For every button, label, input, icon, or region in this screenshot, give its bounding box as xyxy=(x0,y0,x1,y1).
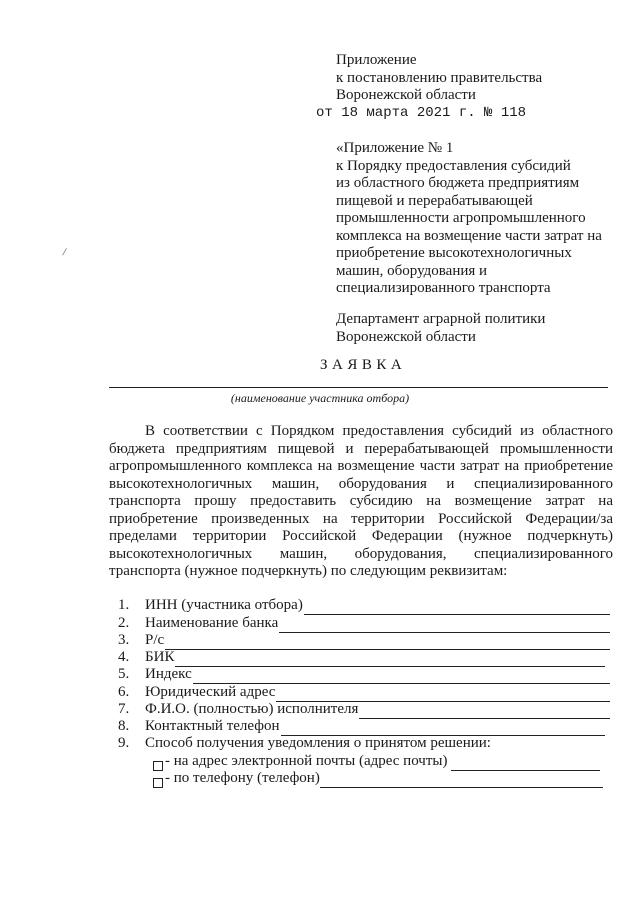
field-number: 3. xyxy=(118,632,130,648)
notify-email-option[interactable] xyxy=(153,753,600,771)
appendix-line: из областного бюджета предприятиям xyxy=(336,175,580,191)
appendix-line: комплекса на возмещение части затрат на xyxy=(336,227,602,244)
bank-name-field[interactable] xyxy=(118,615,610,633)
department-name: Департамент аграрной политики xyxy=(336,311,546,327)
appendix-line: приобретение высокотехнологичных xyxy=(336,245,572,261)
header-appendix-label: Приложение xyxy=(336,52,417,68)
phone-checkbox[interactable] xyxy=(153,778,163,788)
field-label: ИНН (участника отбора) xyxy=(145,597,303,613)
option-label: - на адрес электронной почты (адрес почты) xyxy=(165,753,448,769)
header-region-line: Воронежской области xyxy=(336,87,476,103)
paragraph-line: В соответствии с Порядком предоставления субсидий из областного xyxy=(145,423,613,439)
field-number: 9. xyxy=(118,735,130,751)
appendix-line: промышленности агропромышленного xyxy=(336,210,586,226)
participant-name-line[interactable] xyxy=(109,387,608,388)
appendix-line: машин, оборудования и xyxy=(336,262,488,279)
department-block xyxy=(336,311,545,346)
appendix-line: пищевой и перерабатывающей xyxy=(336,192,533,209)
field-number: 5. xyxy=(118,666,130,682)
field-label: Ф.И.О. (полностью) исполнителя xyxy=(145,701,359,717)
field-label: Индекс xyxy=(145,666,192,682)
contact-phone-field[interactable] xyxy=(118,718,605,736)
paragraph-line: бюджета предприятиям пищевой и перерабатывающей промышленности xyxy=(109,440,613,457)
field-label: Юридический адрес xyxy=(145,684,276,700)
paragraph-line: агропромышленного комплекса на возмещение части затрат на приобретение xyxy=(109,458,613,474)
executor-name-input-line[interactable] xyxy=(359,704,610,719)
field-label: Наименование банка xyxy=(145,615,279,631)
paragraph-line: высокотехнологичных машин, оборудования, специализированного xyxy=(109,545,613,562)
field-number: 8. xyxy=(118,718,130,734)
application-text xyxy=(109,423,613,581)
notification-method-field xyxy=(118,735,610,753)
resolution-header xyxy=(336,52,542,105)
account-input-line[interactable] xyxy=(165,635,610,650)
postal-index-input-line[interactable] xyxy=(193,669,610,684)
scan-mark xyxy=(62,248,68,256)
field-label: Способ получения уведомления о принятом решении: xyxy=(145,735,491,751)
appendix-line: к Порядку предоставления субсидий xyxy=(336,157,571,174)
header-resolution-line: к постановлению правительства xyxy=(336,69,543,86)
account-field[interactable] xyxy=(118,632,610,650)
field-label: БИК xyxy=(145,649,175,665)
bank-name-input-line[interactable] xyxy=(279,618,610,633)
notify-phone-option[interactable] xyxy=(153,770,603,788)
field-label: Р/с xyxy=(145,632,165,648)
resolution-date: от 18 марта 2021 г. № 118 xyxy=(316,105,527,121)
department-region: Воронежской области xyxy=(336,328,476,345)
appendix-block xyxy=(336,140,602,298)
paragraph-line: высокотехнологичных машин, оборудования и специализированного xyxy=(109,475,613,492)
field-label: Контактный телефон xyxy=(145,718,280,734)
legal-address-input-line[interactable] xyxy=(276,687,610,702)
phone-input-line[interactable] xyxy=(320,773,603,788)
inn-input-line[interactable] xyxy=(304,600,610,615)
postal-index-field[interactable] xyxy=(118,666,610,684)
legal-address-field[interactable] xyxy=(118,684,610,702)
paragraph-line: транспорта (нужное подчеркнуть) по следующим реквизитам: xyxy=(109,563,508,579)
appendix-line: «Приложение № 1 xyxy=(336,140,454,156)
field-number: 7. xyxy=(118,701,130,717)
option-label: - по телефону (телефон) xyxy=(165,770,320,786)
inn-field[interactable] xyxy=(118,597,610,615)
paragraph-line: приобретение произведенных на территории Российской Федерации/за xyxy=(109,510,613,527)
bik-input-line[interactable] xyxy=(175,652,605,667)
executor-name-field[interactable] xyxy=(118,701,610,719)
paragraph-line: транспорта прошу предоставить субсидию на возмещение затрат на xyxy=(109,493,613,509)
field-number: 4. xyxy=(118,649,130,665)
bik-field[interactable] xyxy=(118,649,605,667)
field-number: 2. xyxy=(118,615,130,631)
paragraph-line: пределами территории Российской Федерации (нужное подчеркнуть) xyxy=(109,528,613,544)
contact-phone-input-line[interactable] xyxy=(281,721,606,736)
document-title: ЗАЯВКА xyxy=(320,357,407,373)
appendix-line: специализированного транспорта xyxy=(336,280,551,296)
field-number: 6. xyxy=(118,684,130,700)
field-number: 1. xyxy=(118,597,130,613)
email-input-line[interactable] xyxy=(451,756,600,771)
email-checkbox[interactable] xyxy=(153,761,163,771)
participant-caption: (наименование участника отбора) xyxy=(230,391,410,405)
